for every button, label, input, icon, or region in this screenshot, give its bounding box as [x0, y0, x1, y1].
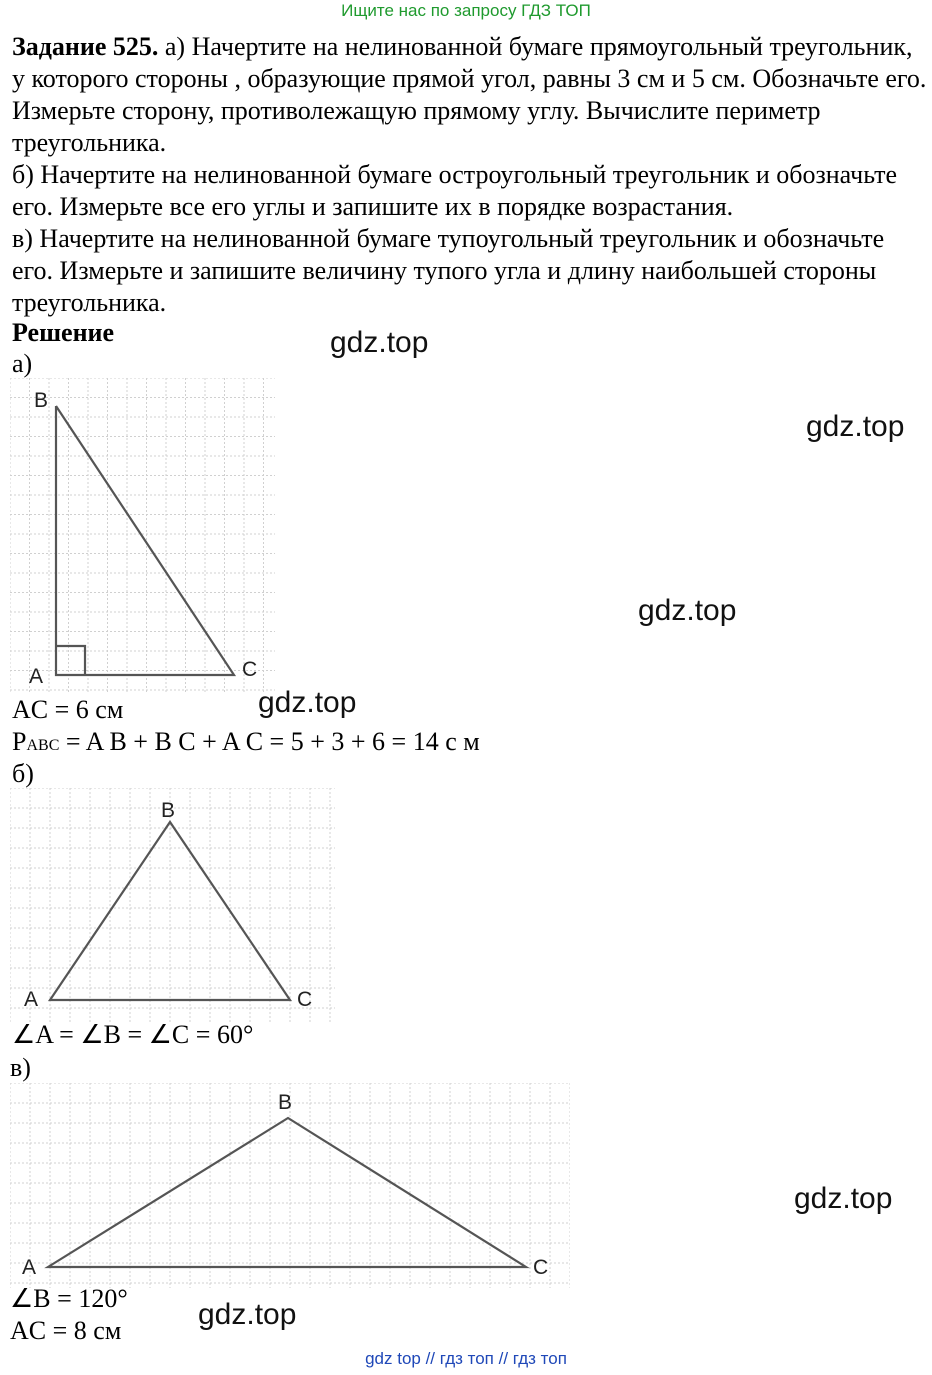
part-c-drawing — [10, 1083, 570, 1288]
triangle-abc — [48, 1118, 526, 1267]
part-a-perimeter — [12, 727, 480, 757]
watermark: gdz.top — [258, 686, 357, 719]
vertex-c-label: C — [297, 988, 313, 1011]
task-number: Задание 525. — [12, 32, 159, 61]
task-text-a: а) Начертите на нелинованной бумаге прямоугольный треугольник, у которого стороны , образующие прямой угол, равны 3 см и 5 см. Обозначьте его. Измерьте сторону, противолежащую прямому углу. Вычислите периметр треугольника. — [12, 32, 927, 157]
perimeter-symbol: P — [12, 727, 27, 756]
watermark: gdz.top — [806, 410, 905, 443]
vertex-a-label: A — [29, 665, 44, 688]
triangle-abc — [56, 406, 234, 675]
solution-title: Решение — [12, 318, 115, 347]
watermark: gdz.top — [794, 1182, 893, 1215]
vertex-b-label: B — [161, 799, 176, 822]
watermark: gdz.top — [198, 1298, 297, 1331]
task-statement — [12, 31, 927, 319]
part-b-angles: ∠A = ∠B = ∠C = 60° — [12, 1020, 254, 1049]
perimeter-subscript: ABC — [26, 737, 60, 754]
vertex-a-label: A — [22, 1256, 37, 1279]
part-c-angle-b: ∠B = 120° — [10, 1284, 128, 1313]
watermark: gdz.top — [330, 326, 429, 359]
part-b-drawing — [10, 788, 335, 1023]
watermark: gdz.top — [638, 594, 737, 627]
bottom-banner[interactable]: gdz top // гдз топ // гдз топ — [365, 1349, 567, 1368]
task-text-c: в) Начертите на нелинованной бумаге тупоугольный треугольник и обозначьте его. Измерьте и запишите величину тупого угла и длину наибольшей стороны треугольника. — [12, 224, 885, 317]
vertex-b-label: B — [278, 1091, 293, 1114]
part-a-label: а) — [12, 349, 33, 378]
part-c-side-ac: AC = 8 см — [10, 1316, 122, 1345]
task-paragraph-a — [12, 31, 927, 159]
vertex-c-label: C — [242, 658, 258, 681]
vertex-b-label: B — [34, 389, 49, 412]
top-banner[interactable]: Ищите нас по запросу ГДЗ ТОП — [341, 1, 591, 20]
part-a-result-ac: AC = 6 см — [12, 695, 124, 724]
part-a-drawing — [10, 378, 275, 693]
perimeter-formula: = A B + B C + A C = 5 + 3 + 6 = 14 с м — [59, 727, 480, 756]
part-b-label: б) — [12, 759, 34, 788]
part-c-label: в) — [10, 1053, 31, 1082]
vertex-c-label: C — [533, 1256, 549, 1279]
task-text-b: б) Начертите на нелинованной бумаге остроугольный треугольник и обозначьте его. Измерьте все его углы и запишите их в порядке возрастания. — [12, 160, 898, 221]
vertex-a-label: A — [24, 988, 39, 1011]
